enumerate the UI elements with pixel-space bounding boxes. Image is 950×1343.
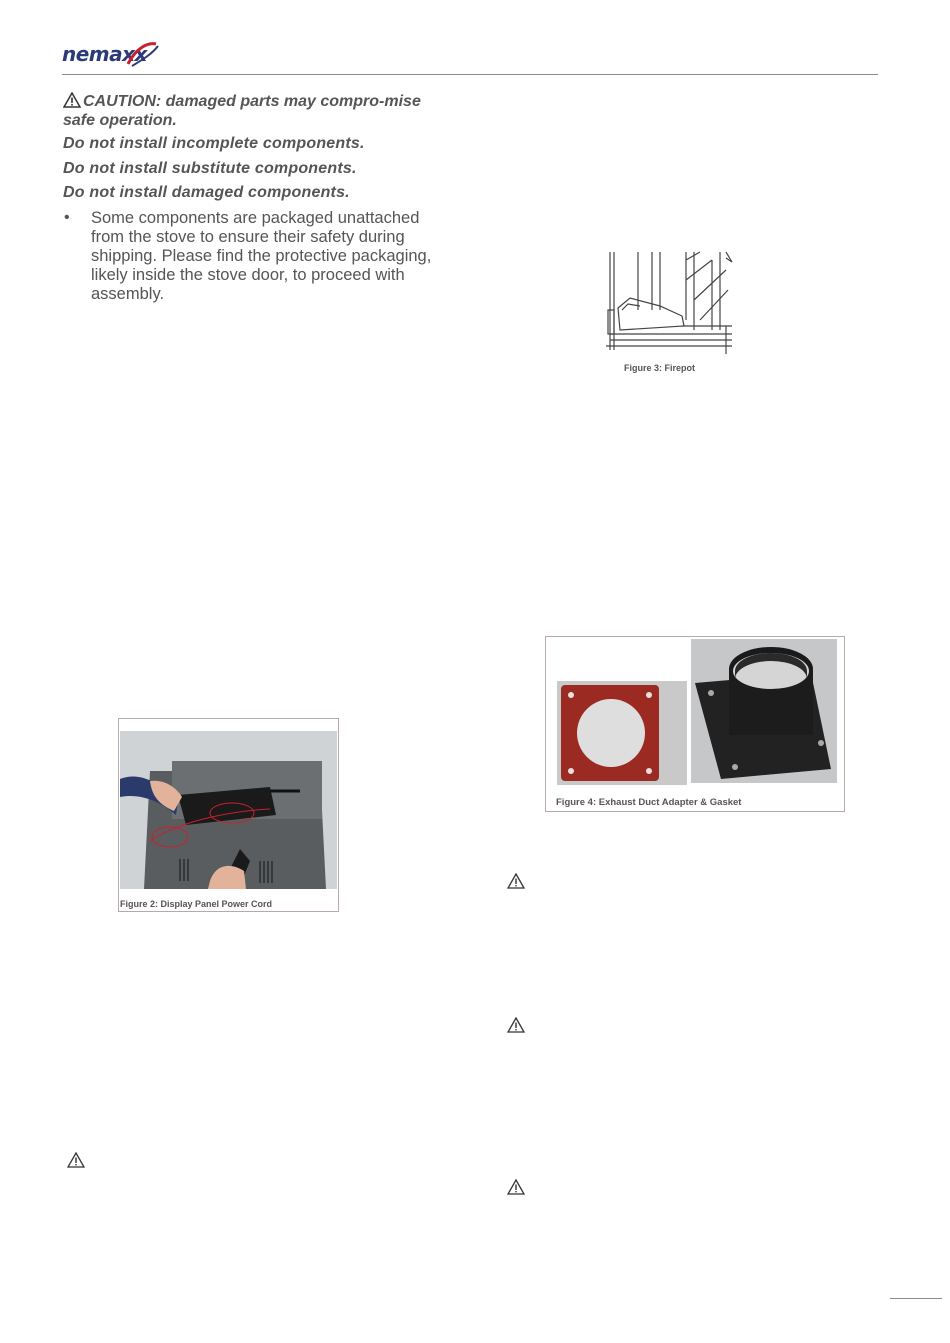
bullet-text-packaging: Some components are packaged unattached from the stove to ensure their safety during shipping. Please find the protective packaging, likely inside the stove door, to proceed with assembly. <box>91 209 432 303</box>
warning-icon <box>507 1017 525 1033</box>
caution-line-substitute: Do not install substitute components. <box>63 160 357 177</box>
figure-display-panel <box>118 718 339 912</box>
bullet-marker: • <box>64 209 70 226</box>
logo-text: nemaxx <box>62 42 147 66</box>
caution-line-incomplete: Do not install incomplete components. <box>63 135 365 152</box>
adapter-photo <box>691 639 837 783</box>
footer-rule <box>890 1298 942 1299</box>
brand-logo <box>62 38 162 72</box>
caption-fig4: Figure 4: Exhaust Duct Adapter & Gasket <box>556 797 742 808</box>
display-panel-photo <box>120 731 337 889</box>
display-panel-scene <box>120 731 337 889</box>
warning-icon <box>63 92 81 108</box>
caption-fig3: Figure 3: Firepot <box>624 363 696 373</box>
logo-swoosh-icon <box>122 38 162 70</box>
caution-title-text: CAUTION: damaged parts may compro-mise safe operation. <box>63 93 421 129</box>
firepot-drawing <box>600 250 740 362</box>
figure-firepot <box>600 250 740 378</box>
caution-line-damaged: Do not install damaged components. <box>63 184 350 201</box>
warning-icon <box>507 1179 525 1195</box>
caution-title <box>63 92 433 130</box>
warning-icon <box>67 1152 85 1168</box>
caption-fig2: Figure 2: Display Panel Power Cord <box>120 899 273 909</box>
figure-exhaust-adapter <box>545 636 845 812</box>
warning-icon <box>507 873 525 889</box>
gasket-shape <box>557 681 687 785</box>
header-rule <box>62 74 878 75</box>
adapter-shape <box>691 639 837 783</box>
gasket-photo <box>557 681 687 785</box>
